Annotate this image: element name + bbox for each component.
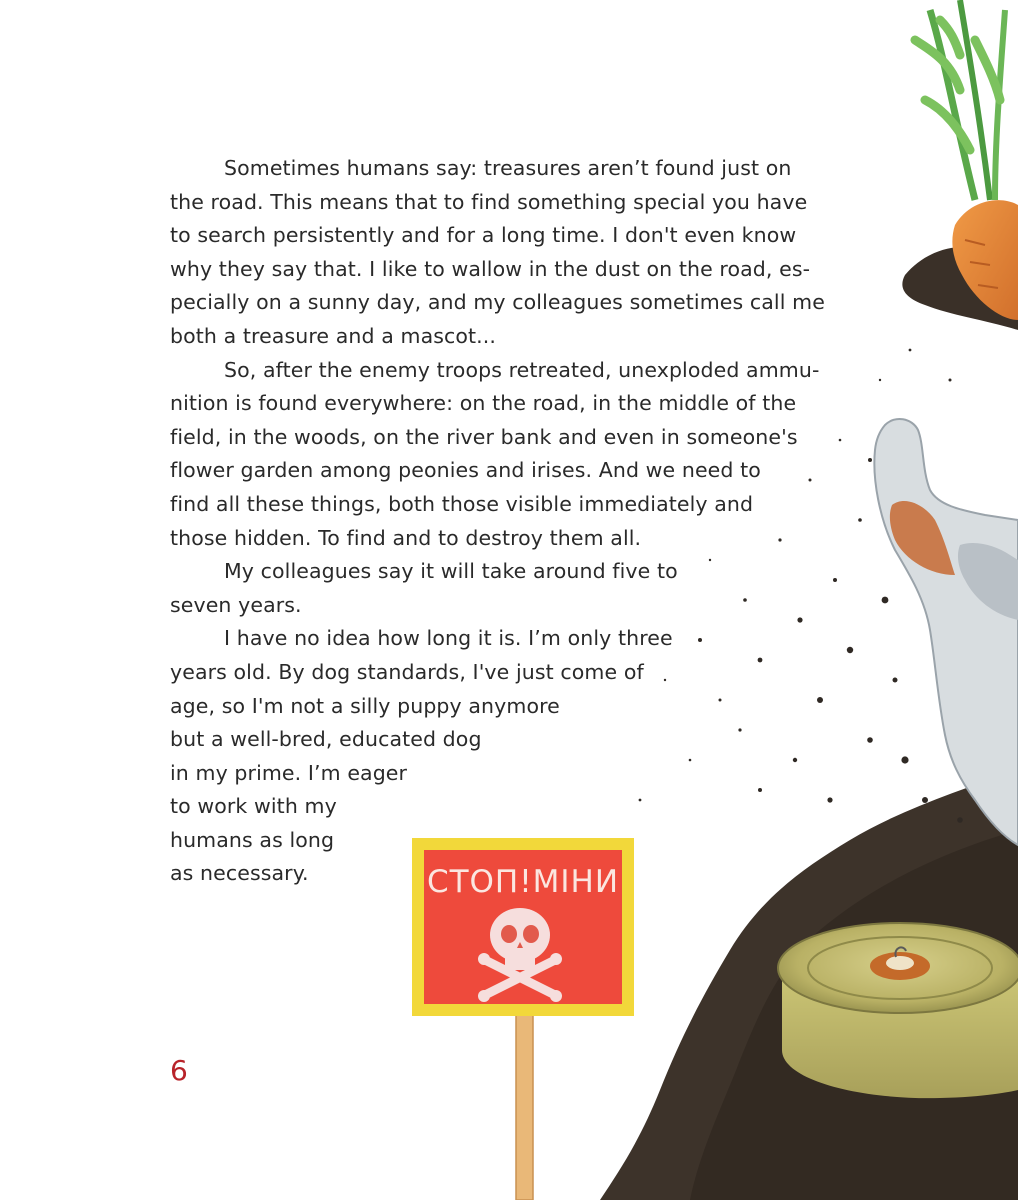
text-line: humans as long [170,827,335,852]
text-line: I have no idea how long it is. I’m only three [224,626,673,651]
text-line: Sometimes humans say: treasures aren’t found just on [224,156,792,180]
landmine-illustration [778,923,1018,1098]
text-line: pecially on a sunny day, and my colleagues sometimes call me [170,290,825,315]
text-line: flower garden among peonies and irises. And we need to [170,458,761,483]
text-line: the road. This means that to find something special you have [170,189,808,214]
page-number: 6 [170,1054,188,1087]
warning-sign-illustration [412,838,634,1200]
text-line: My colleagues say it will take around five to [224,559,678,584]
text-line: why they say that. I like to wallow in the dust on the road, es- [170,256,811,281]
text-line: years old. By dog standards, I've just come of [170,659,644,684]
text-line: in my prime. I’m eager [170,760,408,785]
text-line: those hidden. To find and to destroy them all. [170,525,642,550]
text-line: but a well-bred, educated dog [170,727,482,752]
text-line: to search persistently and for a long time. I don't even know [170,223,797,248]
text-line: age, so I'm not a silly puppy anymore [170,693,560,718]
story-text [170,152,825,891]
text-line: seven years. [170,592,302,617]
text-line: both a treasure and a mascot... [170,323,497,348]
text-line: find all these things, both those visible immediately and [170,491,754,516]
text-line: nition is found everywhere: on the road, in the middle of the [170,391,797,416]
text-line: to work with my [170,794,337,819]
text-line: as necessary. [170,861,309,886]
text-line: field, in the woods, on the river bank and even in someone's [170,424,798,449]
dog-illustration [874,419,1018,845]
sign-text: СТОП!МІНИ [426,864,620,900]
text-line: So, after the enemy troops retreated, unexploded ammu- [224,357,820,382]
